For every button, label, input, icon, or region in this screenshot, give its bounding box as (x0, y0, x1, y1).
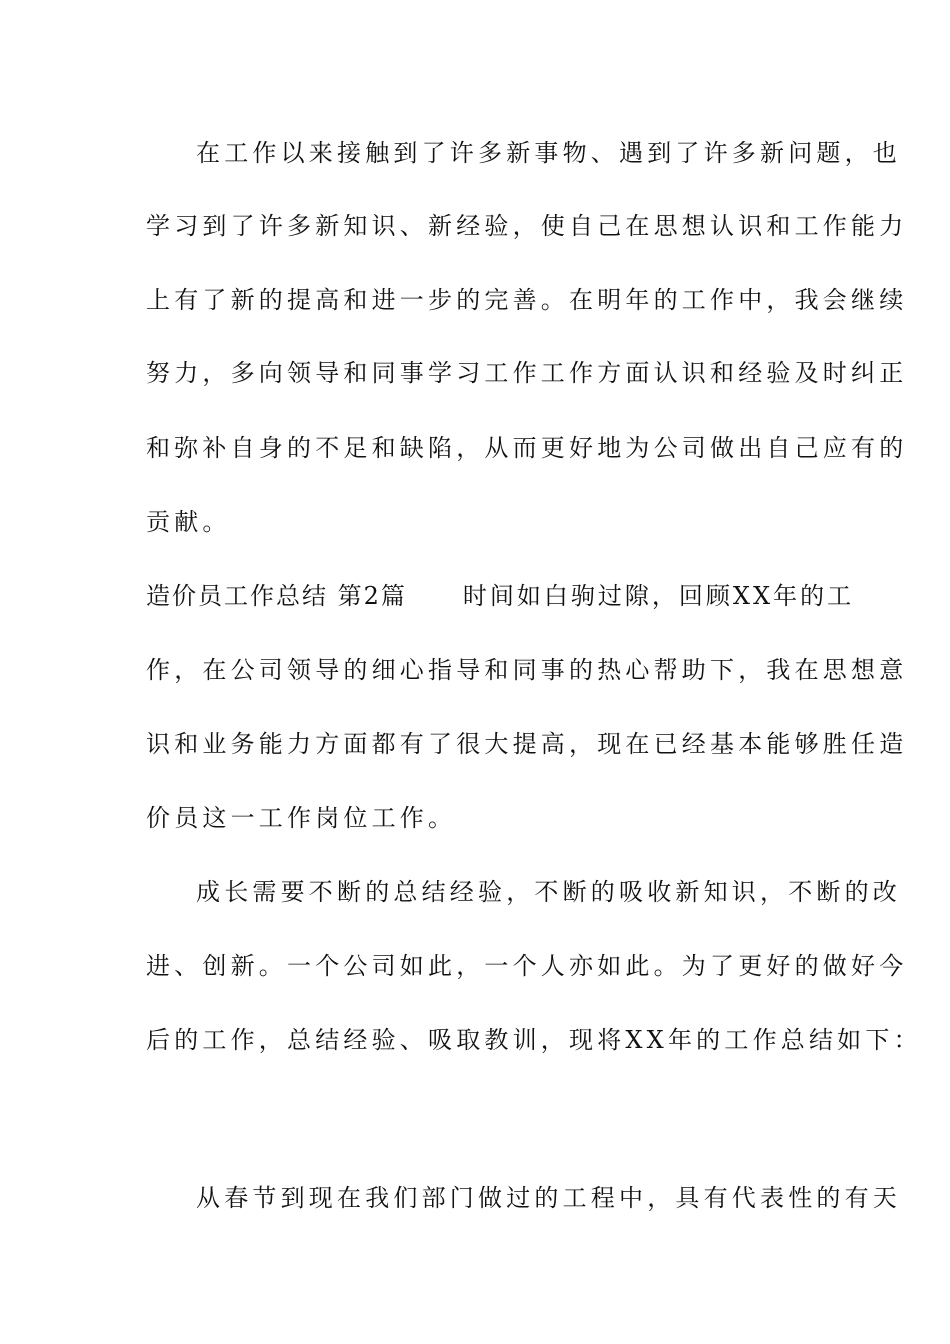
text-line: 努力，多向领导和同事学习工作工作方面认识和经验及时纠正 (146, 359, 908, 387)
text-line: 成长需要不断的总结经验，不断的吸收新知识，不断的改 (196, 878, 901, 906)
section-heading: 造价员工作总结 第2篇 (146, 582, 407, 610)
text-line: 识和业务能力方面都有了很大提高，现在已经基本能够胜任造 (146, 730, 908, 758)
text-line: 后的工作，总结经验、吸取教训，现将XX年的工作总结如下： (146, 1026, 922, 1054)
text-line: 在工作以来接触到了许多新事物、遇到了许多新问题，也 (196, 139, 901, 167)
text-line: 学习到了许多新知识、新经验，使自己在思想认识和工作能力 (146, 212, 908, 240)
text-line: 进、创新。一个公司如此，一个人亦如此。为了更好的做好今 (146, 952, 908, 980)
text-line: 从春节到现在我们部门做过的工程中，具有代表性的有天 (196, 1184, 901, 1212)
section-heading-line (146, 580, 855, 612)
text-line: 价员这一工作岗位工作。 (146, 804, 457, 832)
text-line: 贡献。 (146, 508, 231, 536)
text-line: 作，在公司领导的细心指导和同事的热心帮助下，我在思想意 (146, 656, 908, 684)
text-line: 上有了新的提高和进一步的完善。在明年的工作中，我会继续 (146, 286, 908, 314)
text-line-start: 时间如白驹过隙，回顾XX年的工 (462, 582, 855, 610)
text-line: 和弥补自身的不足和缺陷，从而更好地为公司做出自己应有的 (146, 434, 908, 462)
